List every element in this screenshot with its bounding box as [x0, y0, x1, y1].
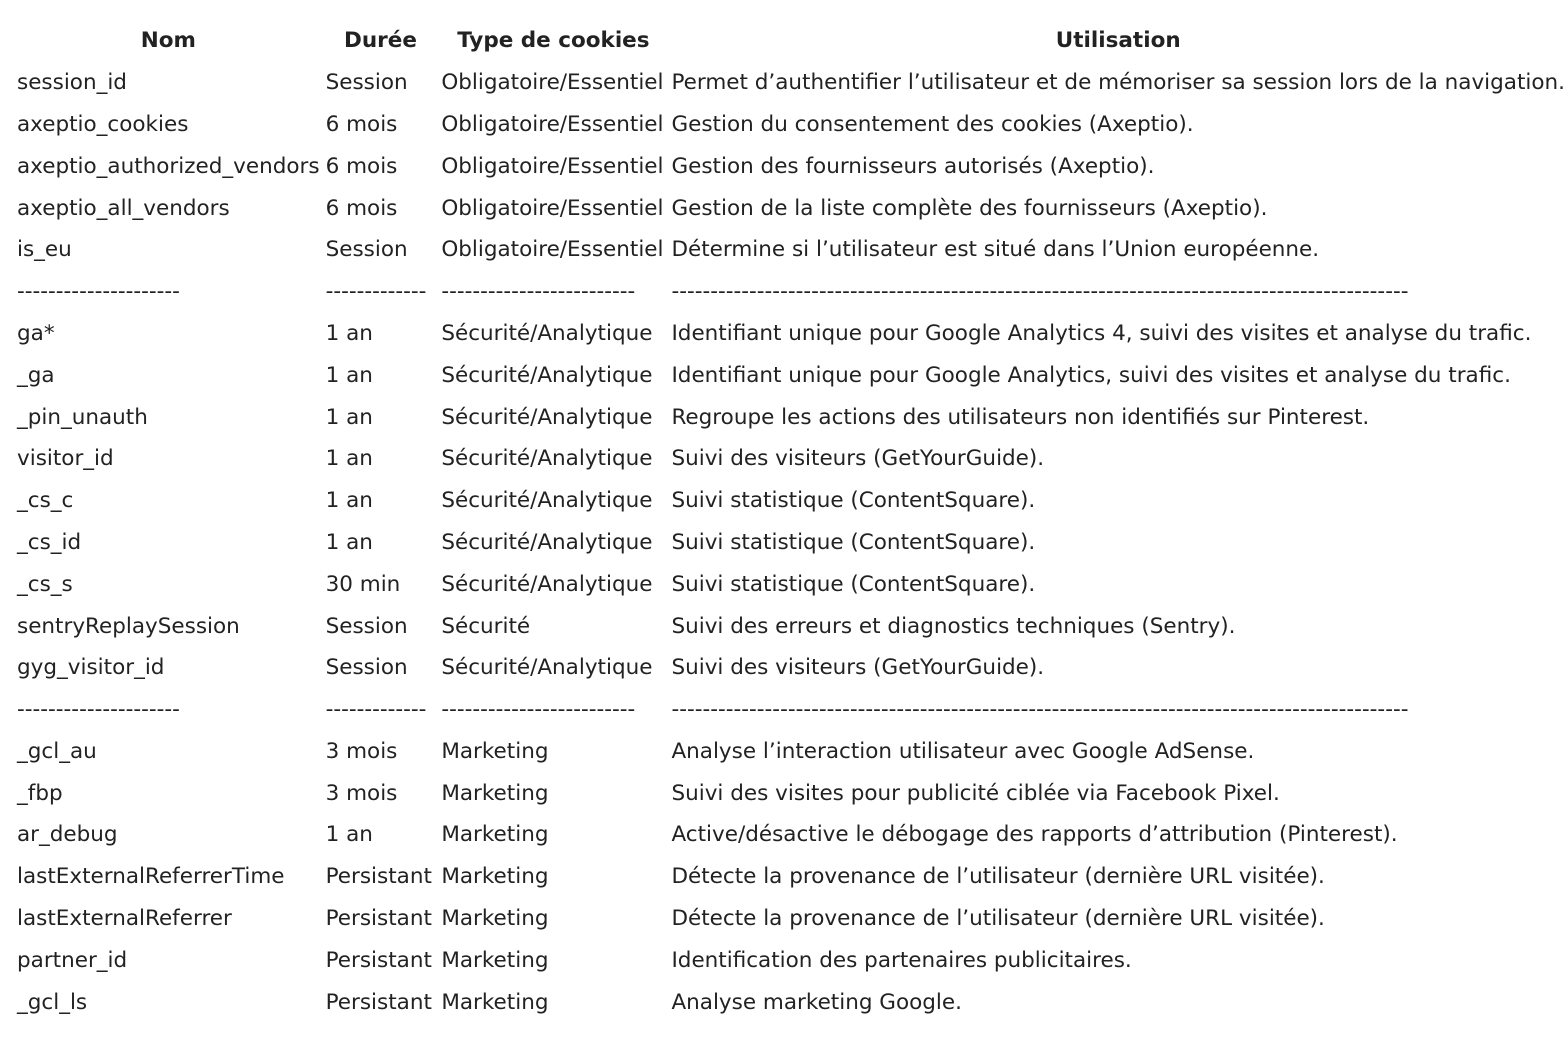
cell-duree: Session — [325, 70, 408, 96]
cell-utilisation: Suivi des visites pour publicité ciblée via Facebook Pixel. — [671, 780, 1280, 806]
header-type: Type de cookies — [457, 28, 650, 54]
table-row — [14, 438, 1568, 480]
cell-utilisation: ----------------------------------------------------------------------------------------------- — [671, 279, 1409, 305]
cell-duree: Session — [325, 237, 408, 263]
cell-type: Sécurité/Analytique — [441, 362, 653, 388]
header-nom: Nom — [140, 28, 196, 54]
table-row — [14, 187, 1568, 229]
cell-utilisation: ----------------------------------------------------------------------------------------------- — [671, 697, 1409, 723]
cell-type: Obligatoire/Essentiel — [441, 153, 664, 179]
cell-utilisation: Suivi des visiteurs (GetYourGuide). — [671, 446, 1045, 472]
cell-nom: axeptio_authorized_vendors — [17, 153, 320, 179]
table-row — [14, 355, 1568, 397]
cell-nom: axeptio_cookies — [17, 111, 189, 137]
cell-duree: Persistant — [325, 906, 432, 932]
cell-type: Marketing — [441, 947, 549, 973]
cell-duree: 1 an — [325, 362, 373, 388]
cell-type: Sécurité/Analytique — [441, 488, 653, 514]
cookie-table — [14, 20, 1568, 1023]
table-row — [14, 480, 1568, 522]
cell-utilisation: Gestion des fournisseurs autorisés (Axeptio). — [671, 153, 1155, 179]
cell-nom: --------------------- — [17, 279, 180, 305]
cell-nom: session_id — [17, 70, 127, 96]
cell-type: Marketing — [441, 822, 549, 848]
cell-duree: 1 an — [325, 822, 373, 848]
cell-nom: visitor_id — [17, 446, 114, 472]
cell-duree: 30 min — [325, 571, 401, 597]
table-row — [14, 773, 1568, 815]
cell-nom: _cs_s — [17, 571, 73, 597]
cell-utilisation: Suivi des visiteurs (GetYourGuide). — [671, 655, 1045, 681]
table-row — [14, 940, 1568, 982]
cell-type: Sécurité/Analytique — [441, 655, 653, 681]
cell-utilisation: Identifiant unique pour Google Analytics, suivi des visites et analyse du trafic. — [671, 362, 1511, 388]
cell-duree: 6 mois — [325, 153, 398, 179]
separator-row — [14, 271, 1568, 313]
cell-nom: is_eu — [17, 237, 72, 263]
table-row — [14, 229, 1568, 271]
table-row — [14, 104, 1568, 146]
cell-nom: _gcl_au — [17, 738, 97, 764]
cell-type: Marketing — [441, 989, 549, 1015]
cell-type: Sécurité/Analytique — [441, 571, 653, 597]
table-row — [14, 731, 1568, 773]
cell-nom: sentryReplaySession — [17, 613, 240, 639]
table-row — [14, 522, 1568, 564]
cell-nom: partner_id — [17, 947, 128, 973]
cell-utilisation: Suivi statistique (ContentSquare). — [671, 529, 1036, 555]
cell-utilisation: Regroupe les actions des utilisateurs non identifiés sur Pinterest. — [671, 404, 1370, 430]
cell-type: Marketing — [441, 906, 549, 932]
cell-type: ------------------------- — [441, 279, 636, 305]
table-row — [14, 856, 1568, 898]
cell-duree: Persistant — [325, 947, 432, 973]
cell-type: Sécurité/Analytique — [441, 320, 653, 346]
cell-type: Obligatoire/Essentiel — [441, 237, 664, 263]
cell-nom: _gcl_ls — [17, 989, 88, 1015]
header-utilisation: Utilisation — [1055, 28, 1181, 54]
cell-type: ------------------------- — [441, 697, 636, 723]
cell-nom: lastExternalReferrer — [17, 906, 232, 932]
cell-nom: lastExternalReferrerTime — [17, 864, 285, 890]
table-row — [14, 146, 1568, 188]
cell-utilisation: Suivi statistique (ContentSquare). — [671, 488, 1036, 514]
table-row — [14, 396, 1568, 438]
table-row — [14, 62, 1568, 104]
cell-utilisation: Analyse marketing Google. — [671, 989, 962, 1015]
table-row — [14, 564, 1568, 606]
cell-nom: _cs_c — [17, 488, 74, 514]
separator-row — [14, 689, 1568, 731]
table-row — [14, 814, 1568, 856]
cell-duree: 3 mois — [325, 738, 398, 764]
cell-nom: ar_debug — [17, 822, 118, 848]
cell-type: Sécurité — [441, 613, 531, 639]
table-row — [14, 647, 1568, 689]
cell-utilisation: Active/désactive le débogage des rapports d’attribution (Pinterest). — [671, 822, 1398, 848]
cell-utilisation: Gestion de la liste complète des fournisseurs (Axeptio). — [671, 195, 1268, 221]
table-body — [14, 62, 1568, 1023]
cell-duree: ------------- — [325, 697, 427, 723]
cell-duree: 6 mois — [325, 195, 398, 221]
cell-nom: gyg_visitor_id — [17, 655, 165, 681]
cell-nom: _cs_id — [17, 529, 82, 555]
table-header-row — [14, 20, 1568, 62]
table-row — [14, 982, 1568, 1024]
cell-type: Marketing — [441, 780, 549, 806]
cell-duree: 1 an — [325, 446, 373, 472]
cell-utilisation: Analyse l’interaction utilisateur avec Google AdSense. — [671, 738, 1255, 764]
cell-type: Obligatoire/Essentiel — [441, 195, 664, 221]
table-row — [14, 898, 1568, 940]
cell-duree: 6 mois — [325, 111, 398, 137]
cell-duree: 1 an — [325, 320, 373, 346]
cell-duree: Persistant — [325, 989, 432, 1015]
cell-type: Obligatoire/Essentiel — [441, 70, 664, 96]
cell-utilisation: Détecte la provenance de l’utilisateur (dernière URL visitée). — [671, 864, 1325, 890]
cell-utilisation: Permet d’authentifier l’utilisateur et de mémoriser sa session lors de la navigation. — [671, 70, 1565, 96]
cell-duree: 1 an — [325, 488, 373, 514]
cell-nom: ga* — [17, 320, 55, 346]
cell-nom: _pin_unauth — [17, 404, 148, 430]
header-duree: Durée — [343, 28, 417, 54]
cell-duree: Persistant — [325, 864, 432, 890]
cell-type: Sécurité/Analytique — [441, 529, 653, 555]
cell-duree: Session — [325, 655, 408, 681]
table-row — [14, 605, 1568, 647]
cell-utilisation: Gestion du consentement des cookies (Axeptio). — [671, 111, 1194, 137]
cell-utilisation: Suivi statistique (ContentSquare). — [671, 571, 1036, 597]
cell-duree: ------------- — [325, 279, 427, 305]
cell-type: Obligatoire/Essentiel — [441, 111, 664, 137]
cell-duree: 1 an — [325, 404, 373, 430]
cell-duree: Session — [325, 613, 408, 639]
cell-utilisation: Suivi des erreurs et diagnostics techniques (Sentry). — [671, 613, 1236, 639]
cell-type: Sécurité/Analytique — [441, 446, 653, 472]
cell-utilisation: Détermine si l’utilisateur est situé dans l’Union européenne. — [671, 237, 1320, 263]
cell-nom: _ga — [17, 362, 55, 388]
cell-nom: _fbp — [17, 780, 63, 806]
cell-utilisation: Identification des partenaires publicitaires. — [671, 947, 1132, 973]
cell-type: Marketing — [441, 864, 549, 890]
cell-nom: --------------------- — [17, 697, 180, 723]
cell-utilisation: Détecte la provenance de l’utilisateur (dernière URL visitée). — [671, 906, 1325, 932]
cell-utilisation: Identifiant unique pour Google Analytics 4, suivi des visites et analyse du trafic. — [671, 320, 1532, 346]
cell-type: Marketing — [441, 738, 549, 764]
table-row — [14, 313, 1568, 355]
cell-duree: 1 an — [325, 529, 373, 555]
cell-nom: axeptio_all_vendors — [17, 195, 230, 221]
cell-duree: 3 mois — [325, 780, 398, 806]
cell-type: Sécurité/Analytique — [441, 404, 653, 430]
